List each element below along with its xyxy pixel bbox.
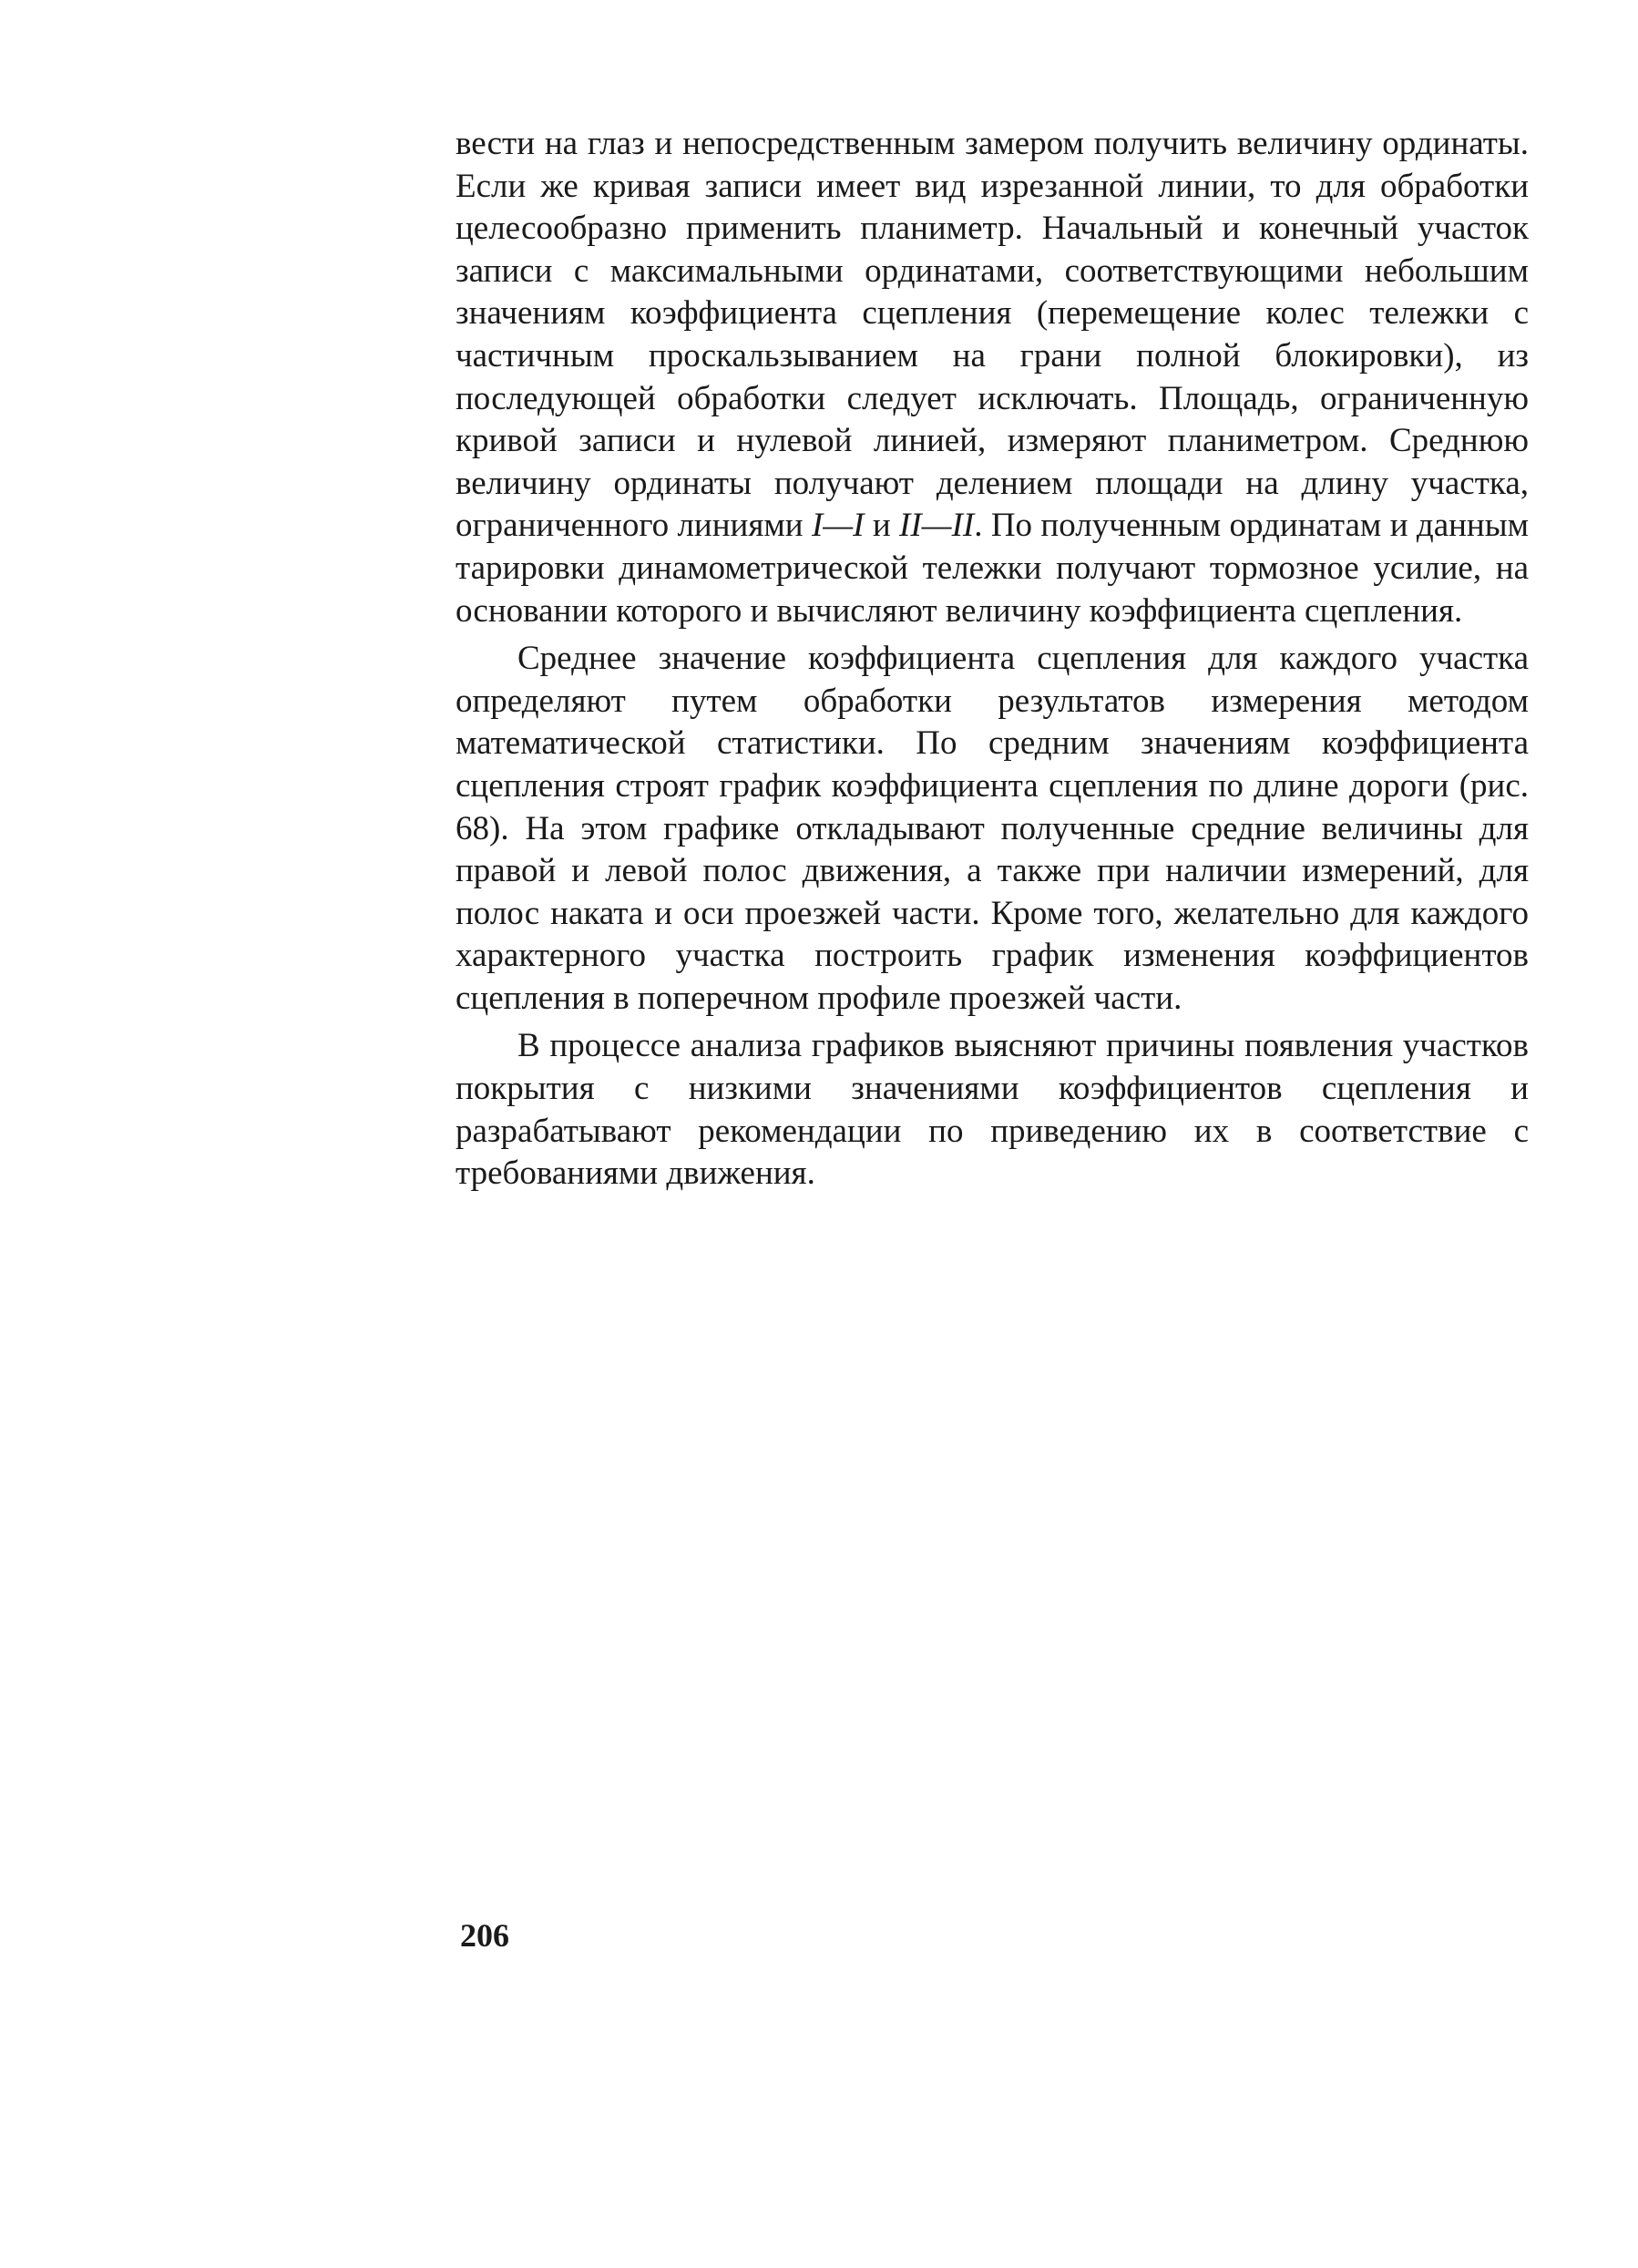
- paragraph-1: [456, 123, 1529, 632]
- paragraph-3: В процессе анализа графиков выясняют причины появления участков покрытия с низкими значениями коэффициентов сцепления и разрабатывают рекомендации по приведению их в соответствие с требованиями движения.: [456, 1027, 1529, 1193]
- body-text: [456, 123, 1529, 1196]
- paragraph-1-part-b: . По полученным ординатам и данным тарировки динамометрической тележки получают тормозное усилие, на основании которого и вычисляют величину коэффициента сцепления.: [456, 507, 1530, 630]
- paragraph-2: Среднее значение коэффициента сцепления для каждого участка определяют путем обработки результатов измерения методом математической статистики. По средним значениям коэффициента сцепления строят график коэффициента сцепления по длине дороги (рис. 68). На этом графике откладывают полученные средние величины для правой и левой полос движения, а также при наличии измерений, для полос наката и оси проезжей части. Кроме того, желательно для каждого характерного участка построить график изменения коэффициентов сцепления в поперечном профиле проезжей части.: [456, 640, 1529, 1017]
- paragraph-1-conjunction: и: [864, 507, 900, 545]
- section-label-1: I—I: [811, 507, 865, 545]
- page-number: 206: [460, 1917, 509, 1954]
- section-label-2: II—II: [899, 507, 975, 545]
- paragraph-1-part-a: вести на глаз и непосредственным замером получить величину ординаты. Если же кривая записи имеет вид изрезанной линии, то для обработки целесообразно применить планиметр. Начальный и конечный участок записи с максимальными ординатами, соответствующими небольшим значениям коэффициента сцепления (перемещение колес тележки с частичным проскальзыванием на грани полной блокировки), из последующей обработки следует исключать. Площадь, ограниченную кривой записи и нулевой линией, измеряют планиметром. Среднюю величину ординаты получают делением площади на длину участка, ограниченного линиями: [456, 125, 1529, 545]
